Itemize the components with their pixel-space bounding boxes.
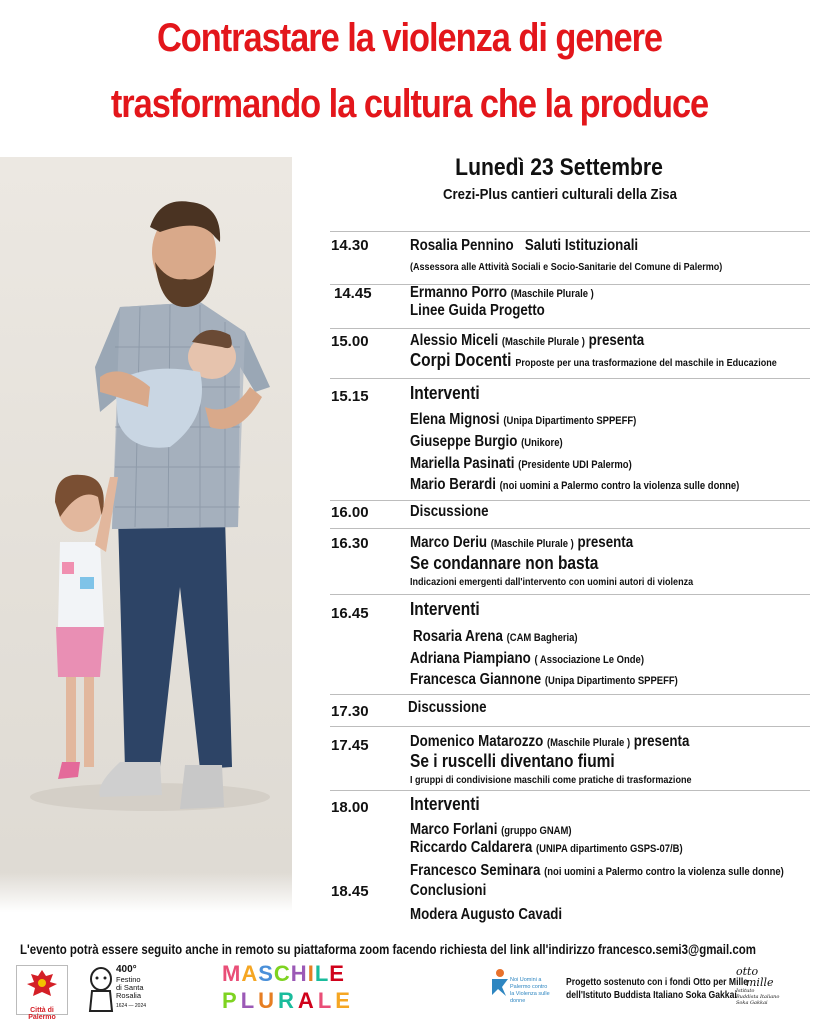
speaker-line: Riccardo Caldarera (UNIPA dipartimento GSPS-07/B): [410, 839, 683, 856]
talk-description: Indicazioni emergenti dall'intervento con uomini autori di violenza: [410, 576, 694, 588]
speaker-line: Francesco Seminara (noi uomini a Palermo contro la violenza sulle donne): [410, 862, 784, 879]
talk-title: Se condannare non basta: [410, 553, 599, 573]
palermo-eagle-icon: [17, 966, 67, 1002]
separator: [330, 594, 810, 595]
time-slot-1430: 14.30: [331, 237, 369, 254]
title-line-1: Contrastare la violenza di genere: [156, 16, 663, 60]
speaker-line: Rosaria Arena (CAM Bagheria): [413, 628, 578, 645]
maschile-plurale-letter: E: [335, 988, 354, 1013]
separator: [330, 500, 810, 501]
discussion-label: Discussione: [410, 503, 489, 520]
maschile-plurale-logo: [222, 963, 432, 1017]
discussion-label: Discussione: [408, 699, 487, 716]
talk-description: I gruppi di condivisione maschili come pratiche di trasformazione: [410, 774, 692, 786]
photo-illustration: [0, 157, 292, 912]
time-slot-1630: 16.30: [331, 535, 369, 552]
speaker-line: Giuseppe Burgio (Unikore): [410, 433, 563, 450]
section-heading: Interventi: [410, 794, 480, 814]
speaker-line: Marco Forlani (gruppo GNAM): [410, 821, 572, 838]
maschile-plurale-letter: H: [290, 961, 308, 986]
father-children-photo: [0, 157, 292, 912]
conclusions-label: Conclusioni: [410, 882, 487, 899]
maschile-plurale-letter: U: [258, 988, 279, 1013]
separator: [330, 726, 810, 727]
maschile-plurale-letter: M: [222, 961, 242, 986]
maschile-plurale-letter: L: [314, 961, 330, 986]
time-slot-1800: 18.00: [331, 799, 369, 816]
speaker-line: Mariella Pasinati (Presidente UDI Palermo): [410, 455, 632, 472]
speaker-line: Rosalia Pennino Saluti Istituzionali: [410, 237, 639, 254]
citta-di-palermo-logo: Città di Palermo: [16, 965, 68, 1015]
time-slot-1515: 15.15: [331, 388, 369, 405]
event-venue: Crezi-Plus cantieri culturali della Zisa: [442, 186, 677, 203]
time-slot-1500: 15.00: [331, 333, 369, 350]
section-heading: Interventi: [410, 383, 480, 403]
maschile-plurale-letter: L: [317, 988, 336, 1013]
maschile-plurale-row-2: [222, 990, 432, 1013]
speaker-line: Adriana Piampiano ( Associazione Le Onde): [410, 650, 644, 667]
title-line-2: trasformando la cultura che la produce: [110, 82, 709, 126]
speaker-role: (Assessora alle Attività Sociali e Socio-Sanitarie del Comune di Palermo): [410, 261, 723, 273]
speaker-line: Marco Deriu (Maschile Plurale ) presenta: [410, 534, 634, 551]
time-slot-1845: 18.45: [331, 883, 369, 900]
talk-title: Corpi Docenti Proposte per una trasformazione del maschile in Educazione: [410, 350, 777, 370]
separator: [330, 328, 810, 329]
talk-title: Linee Guida Progetto: [410, 302, 545, 319]
sponsor-text: Progetto sostenuto con i fondi Otto per Mille dell'Istituto Buddista Italiano Soka Gakkai: [566, 977, 749, 1001]
speaker-line: Francesca Giannone (Unipa Dipartimento SPPEFF): [410, 671, 678, 688]
time-slot-1600: 16.00: [331, 504, 369, 521]
separator: [330, 231, 810, 232]
speaker-line: Elena Mignosi (Unipa Dipartimento SPPEFF): [410, 411, 637, 428]
time-slot-1645: 16.45: [331, 605, 369, 622]
moderator-line: Modera Augusto Cavadi: [410, 906, 563, 923]
separator: [330, 790, 810, 791]
maschile-plurale-letter: P: [222, 988, 241, 1013]
event-date: Lunedì 23 Settembre: [455, 154, 664, 181]
festino-santa-rosalia-logo: 400° Festino di Santa Rosalia 1624 — 2024: [88, 965, 152, 1015]
speaker-line: Alessio Miceli (Maschile Plurale ) presenta: [410, 332, 645, 349]
maschile-plurale-letter: S: [258, 961, 274, 986]
maschile-plurale-letter: A: [241, 961, 259, 986]
time-slot-1745: 17.45: [331, 737, 369, 754]
speaker-line: Domenico Matarozzo (Maschile Plurale ) presenta: [410, 733, 690, 750]
maschile-plurale-letter: L: [240, 988, 259, 1013]
separator: [330, 528, 810, 529]
maschile-plurale-row-1: [222, 963, 432, 986]
time-slot-1730: 17.30: [331, 703, 369, 720]
talk-title: Se i ruscelli diventano fiumi: [410, 751, 615, 771]
maschile-plurale-letter: C: [273, 961, 291, 986]
otto-per-mille-logo: otto mille Istituto Buddista Italiano Soka Gakkai: [736, 965, 780, 1006]
maschile-plurale-letter: E: [329, 961, 345, 986]
santa-rosalia-icon: [88, 967, 114, 1013]
separator: [330, 378, 810, 379]
noi-uomini-palermo-logo: Noi Uomini a Palermo contro la Violenza sulle donne: [488, 965, 554, 1015]
speaker-line: Ermanno Porro (Maschile Plurale ): [410, 284, 594, 301]
section-heading: Interventi: [410, 599, 480, 619]
figure-icon: [488, 967, 512, 997]
speaker-line: Mario Berardi (noi uomini a Palermo contro la violenza sulle donne): [410, 476, 740, 493]
maschile-plurale-letter: I: [307, 961, 315, 986]
remote-access-note: L'evento potrà essere seguito anche in remoto su piattaforma zoom facendo richiesta del link all'indirizzo francesco.semi3@gmail.com: [20, 942, 756, 957]
maschile-plurale-letter: R: [278, 988, 298, 1013]
time-slot-1445: 14.45: [334, 285, 372, 302]
separator: [330, 694, 810, 695]
maschile-plurale-letter: A: [297, 988, 318, 1013]
